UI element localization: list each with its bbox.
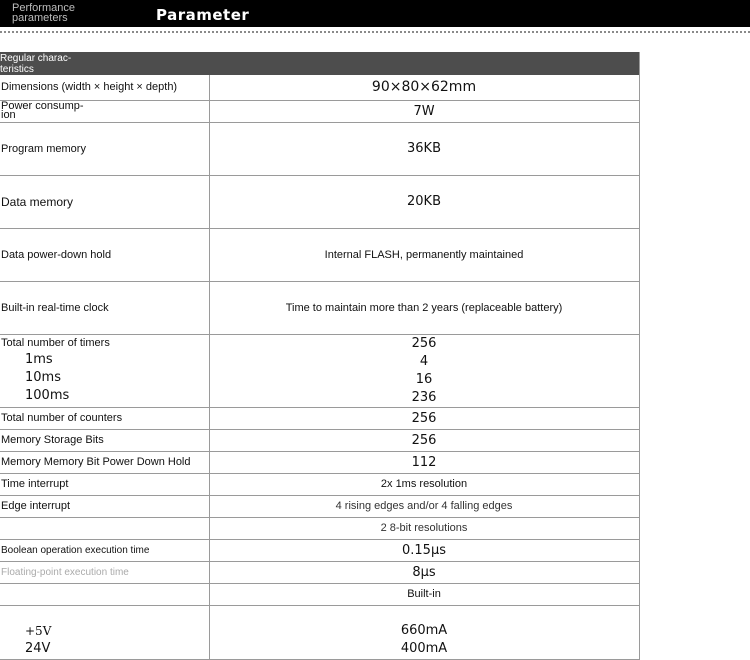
table-row xyxy=(0,517,639,539)
row-label-line2: ion xyxy=(1,109,16,121)
table-row xyxy=(0,175,639,228)
row-value: 4 rising edges and/or 4 falling edges xyxy=(209,495,639,517)
timers-total: 256 xyxy=(411,335,437,351)
group-header-row xyxy=(0,52,639,75)
row-label: Floating-point execution time xyxy=(0,561,209,583)
timer-10ms-label: 10ms xyxy=(25,369,61,385)
row-label: Memory Storage Bits xyxy=(0,429,209,451)
row-label: Time interrupt xyxy=(0,473,209,495)
section-label xyxy=(12,3,75,23)
table-row xyxy=(0,429,639,451)
spec-table xyxy=(0,52,640,660)
row-value: 8μs xyxy=(209,561,639,583)
row-label: Boolean operation execution time xyxy=(0,539,209,561)
table-row xyxy=(0,495,639,517)
row-label: Memory Memory Bit Power Down Hold xyxy=(0,451,209,473)
row-label xyxy=(0,583,209,605)
table-row xyxy=(0,281,639,334)
timers-label-cell xyxy=(0,334,209,407)
power-24v-value: 400mA xyxy=(400,640,448,656)
group-header-line1: Regular charac- xyxy=(0,53,72,64)
row-value: 90×80×62mm xyxy=(209,75,639,100)
table-row xyxy=(0,451,639,473)
row-value: 256 xyxy=(209,429,639,451)
row-value: 0.15μs xyxy=(209,539,639,561)
timer-10ms-value: 16 xyxy=(415,371,433,387)
table-row xyxy=(0,75,639,100)
power-row xyxy=(0,605,639,659)
row-label: Data memory xyxy=(0,175,209,228)
row-value: Internal FLASH, permanently maintained xyxy=(209,228,639,281)
row-label: Built-in real-time clock xyxy=(0,281,209,334)
dotted-divider xyxy=(0,31,750,33)
timers-value-cell xyxy=(209,334,639,407)
row-value: Built-in xyxy=(209,583,639,605)
table-row xyxy=(0,100,639,122)
row-value: 7W xyxy=(209,100,639,122)
power-5v-value: 660mA xyxy=(400,622,448,638)
row-label xyxy=(0,100,209,122)
row-value: 20KB xyxy=(209,175,639,228)
row-value: 112 xyxy=(209,451,639,473)
row-value: Time to maintain more than 2 years (replaceable battery) xyxy=(209,281,639,334)
timer-100ms-label: 100ms xyxy=(25,387,70,403)
table-row xyxy=(0,228,639,281)
group-header xyxy=(0,52,639,75)
timers-row xyxy=(0,334,639,407)
row-label: Total number of counters xyxy=(0,407,209,429)
timer-1ms-label: 1ms xyxy=(25,351,53,367)
row-label xyxy=(0,517,209,539)
top-banner xyxy=(0,0,750,27)
row-label: Data power-down hold xyxy=(0,228,209,281)
row-label: Dimensions (width × height × depth) xyxy=(0,75,209,100)
section-label-line2: parameters xyxy=(12,12,68,24)
row-label: Program memory xyxy=(0,122,209,175)
timer-1ms-value: 4 xyxy=(419,353,429,369)
section-label-line1: Performance xyxy=(12,2,75,14)
page-title: Parameter xyxy=(156,6,250,24)
table-row xyxy=(0,583,639,605)
table-row xyxy=(0,561,639,583)
power-label-cell xyxy=(0,605,209,659)
table-row xyxy=(0,539,639,561)
power-value-cell xyxy=(209,605,639,659)
power-24v-label: 24V xyxy=(25,640,51,656)
row-value: 2 8-bit resolutions xyxy=(209,517,639,539)
power-5v-label: +5V xyxy=(25,623,52,638)
group-header-line2: teristics xyxy=(0,64,34,75)
timers-label: Total number of timers xyxy=(1,336,110,349)
row-label: Edge interrupt xyxy=(0,495,209,517)
row-value: 2x 1ms resolution xyxy=(209,473,639,495)
row-value: 36KB xyxy=(209,122,639,175)
timer-100ms-value: 236 xyxy=(411,389,437,405)
row-value: 256 xyxy=(209,407,639,429)
table-row xyxy=(0,473,639,495)
row-label-line1: Power consump- xyxy=(1,100,84,112)
table-row xyxy=(0,122,639,175)
table-row xyxy=(0,407,639,429)
